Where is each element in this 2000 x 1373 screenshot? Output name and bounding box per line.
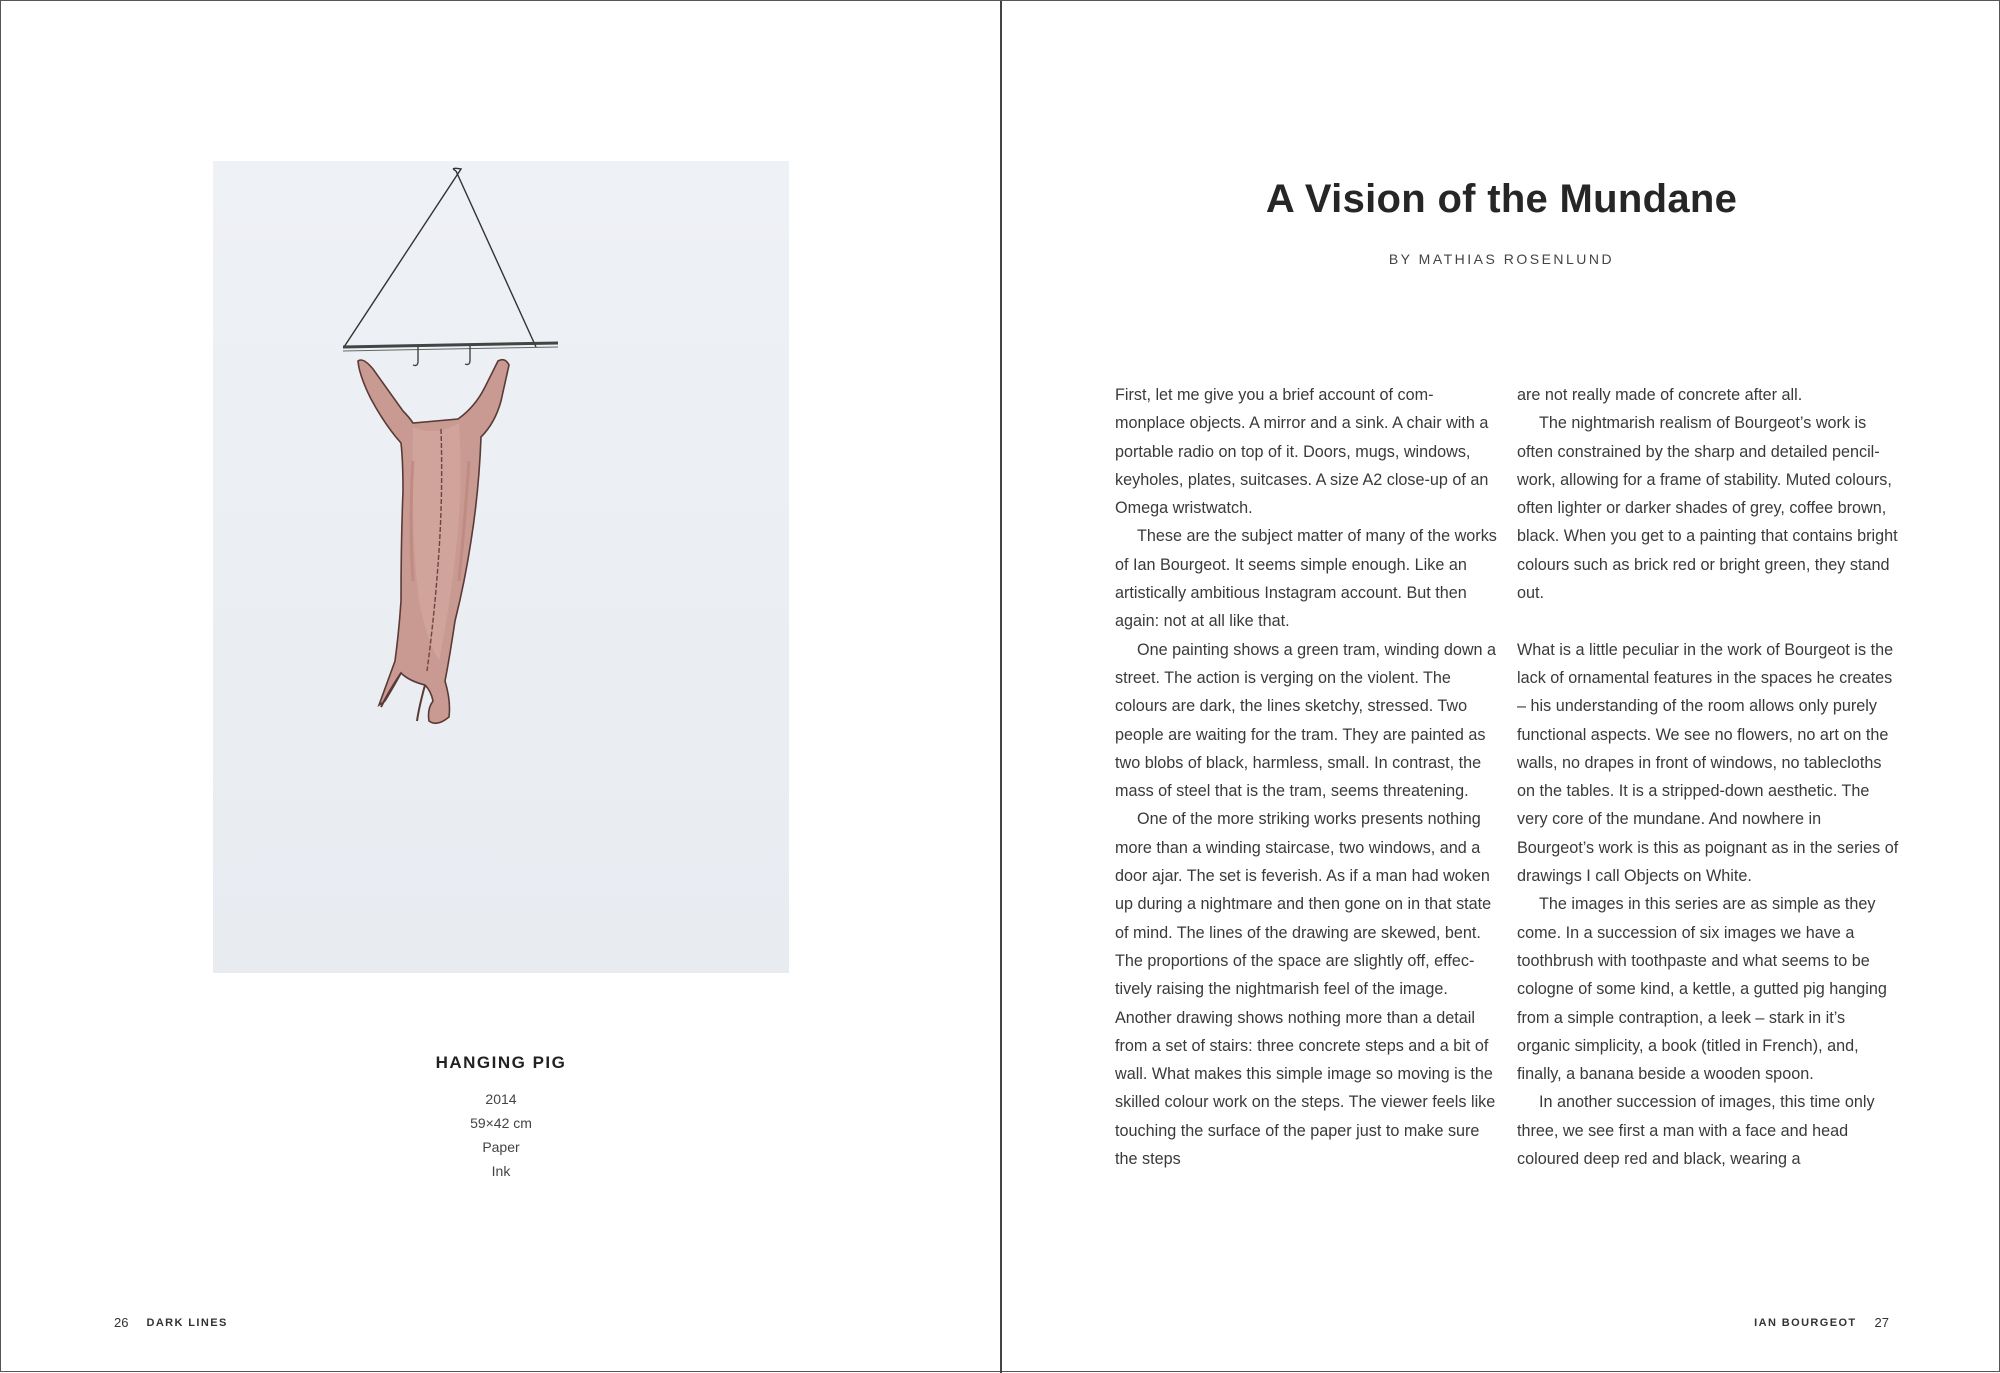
paragraph: These are the subject matter of many of the works of Ian Bourgeot. It seems simple enough. Like an artistically ambitious Instagram account. But then again: not at all like that. <box>1115 527 1497 631</box>
page-number-left: 26 <box>114 1315 129 1330</box>
paragraph: One of the more striking works presents nothing more than a winding staircase, two windows, and a door ajar. The set is feverish. As if a man had woken up during a nightmare and then gone on in that state of mind. The lines of the drawing are skewed, bent. The proportions of the space are slightly off, effectively raising the nightmarish feel of the image. Another drawing shows nothing more than a detail from a set of stairs: three concrete steps and a bit of wall. What makes this simple image so moving is the skilled colour work on the steps. The viewer feels like touching the surface of the paper just to make sure the steps <box>1115 810 1496 1169</box>
body-column-2 <box>1517 381 1899 1173</box>
article-title: A Vision of the Mundane <box>1265 177 1738 221</box>
article-byline: BY MATHIAS ROSENLUND <box>1388 251 1615 267</box>
hanging-pig-drawing <box>213 161 789 973</box>
running-head-right: IAN BOURGEOT <box>1754 1316 1857 1329</box>
hanging-pig-artwork <box>213 161 789 973</box>
left-footer <box>114 1315 228 1330</box>
paragraph: The nightmarish realism of Bourgeot’s work is often constrained by the sharp and detailed pencil-work, allowing for a frame of stability. Muted colours, often lighter or darker shades of grey, coffee brown, black. When you get to a painting that contains bright colours such as brick red or bright green, they stand out. <box>1517 414 1898 603</box>
paragraph: The images in this series are as simple as they come. In a succession of six images we have a toothbrush with toothpaste and what seems to be cologne of some kind, a kettle, a gutted pig hanging from a simple contraption, a leek – stark in it’s organic simplicity, a book (titled in French), and, finally, a banana beside a wooden spoon. <box>1517 895 1887 1084</box>
page-number-right: 27 <box>1874 1315 1889 1330</box>
paragraph: One painting shows a green tram, winding down a street. The action is verging on the violent. The colours are dark, the lines sketchy, stressed. Two people are waiting for the tram. They are painted as two blobs of black, harmless, small. In contrast, the mass of steel that is the tram, seems threatening. <box>1115 640 1497 801</box>
right-page <box>1002 1 2000 1373</box>
left-page <box>1 1 1000 1373</box>
body-column-1 <box>1115 381 1497 1173</box>
running-head-left: DARK LINES <box>146 1316 228 1329</box>
paragraph: First, let me give you a brief account of commonplace objects. A mirror and a sink. A chair with a portable radio on top of it. Doors, mugs, windows, keyholes, plates, suitcases. A size A2 close-up of an Omega wristwatch. <box>1115 386 1489 518</box>
paragraph: are not really made of concrete after all. <box>1517 386 1803 404</box>
paragraph: What is a little peculiar in the work of Bourgeot is the lack of ornamental features in the spaces he creates – his understanding of the room allows only purely functional aspects. We see no flowers, no art on the walls, no drapes in front of windows, no tablecloths on the tables. It is a stripped-down aesthetic. The very core of the mundane. And nowhere in Bourgeot’s work is this as poignant as in the series of drawings I call Objects on White. <box>1517 640 1899 886</box>
paragraph: In another succession of images, this time only three, we see first a man with a face and head coloured deep red and black, wearing a <box>1517 1093 1875 1169</box>
artwork-size: 59×42 cm <box>470 1115 532 1131</box>
artwork-year: 2014 <box>485 1091 517 1107</box>
right-footer <box>1754 1315 1889 1330</box>
artwork-technique: Ink <box>491 1163 511 1179</box>
artwork-caption <box>213 1053 789 1183</box>
artwork-title: HANGING PIG <box>435 1053 567 1072</box>
artwork-medium: Paper <box>482 1139 520 1155</box>
